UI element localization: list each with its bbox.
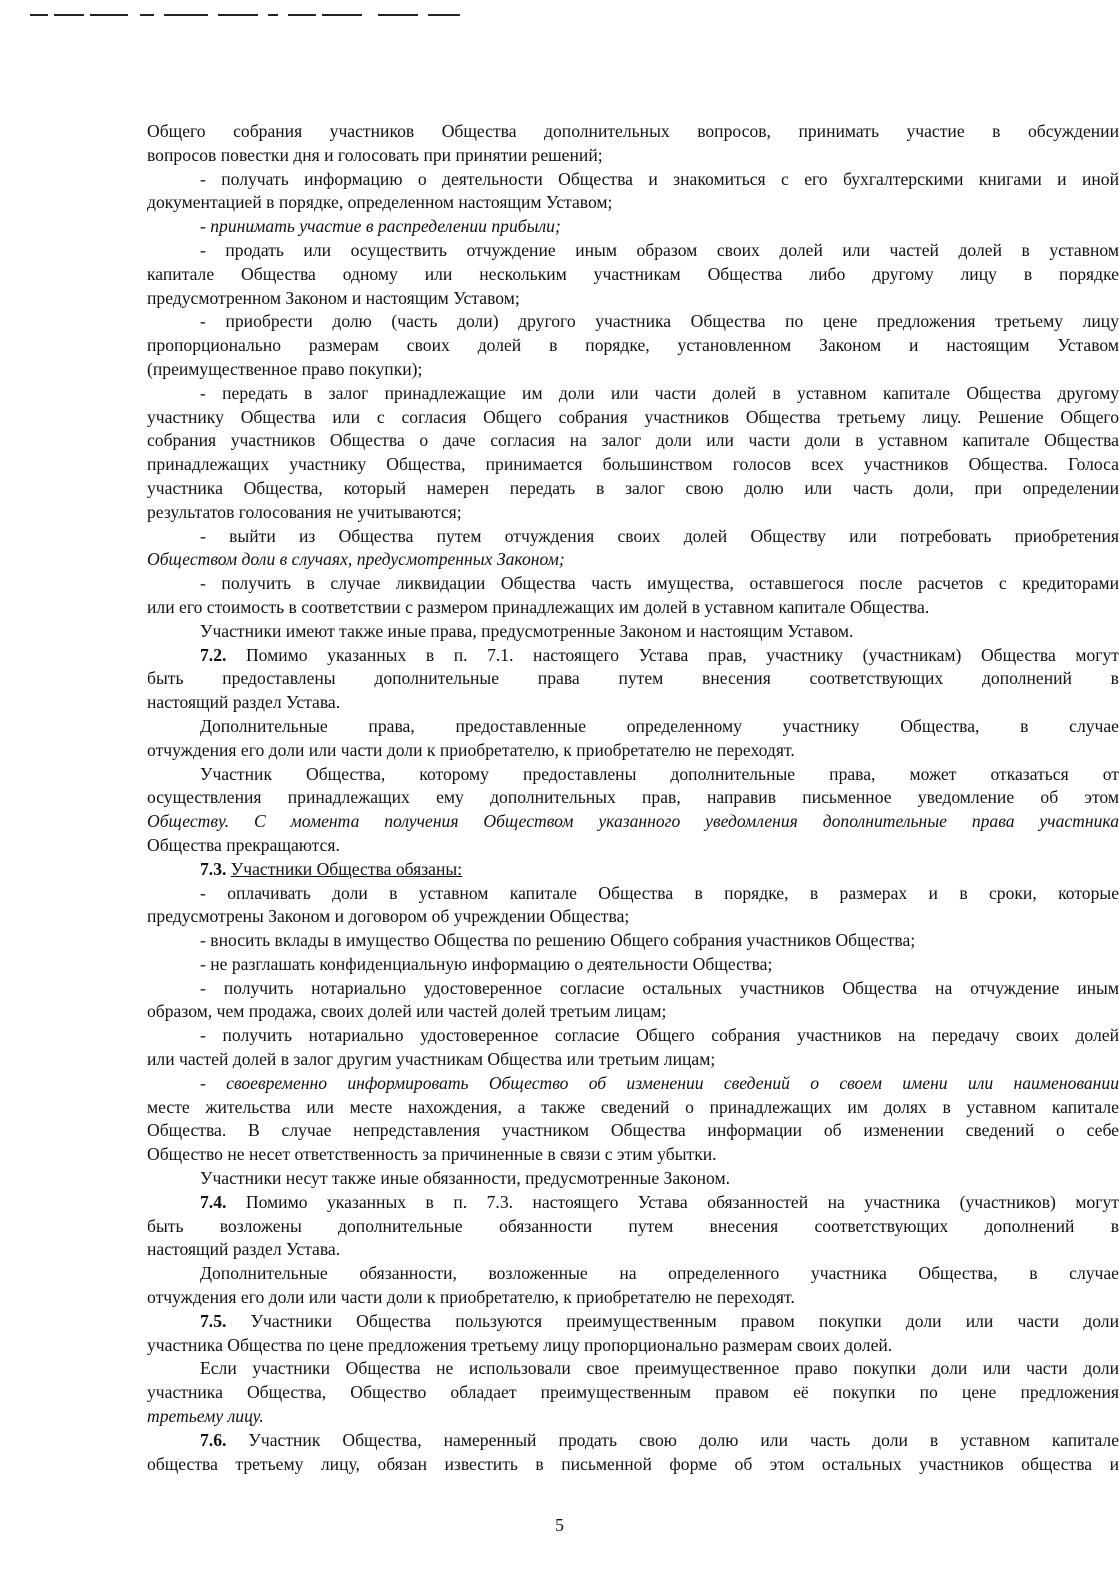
- text-line: - получать информацию о деятельности Общества и знакомиться с его бухгалтерскими книгами и иной: [200, 168, 1119, 189]
- text-line: Общество не несет ответственность за причиненные в связи с этим убытки.: [147, 1144, 717, 1165]
- text-line: Участник Общества, которому предоставлены дополнительные права, может отказаться от: [200, 763, 1119, 784]
- text-line: документацией в порядке, определенном настоящим Уставом;: [147, 192, 613, 213]
- text-line: Общего собрания участников Общества дополнительных вопросов, принимать участие в обсуждении: [147, 121, 1119, 141]
- text-line: месте жительства или месте нахождения, а также сведений о принадлежащих им долях в уставном капитале: [147, 1096, 1119, 1117]
- text-line: - получить нотариально удостоверенное согласие остальных участников Общества на отчуждение иным: [200, 977, 1119, 998]
- text-line: осуществления принадлежащих ему дополнительных прав, направив письменное уведомление об этом: [147, 787, 1119, 808]
- text-line: 7.4. Помимо указанных в п. 7.3. настоящего Устава обязанностей на участника (участников) могут: [200, 1191, 1119, 1212]
- text-line: Общества. В случае непредставления участником Общества информации об изменении сведений о себе: [147, 1120, 1119, 1141]
- clause-number: 7.5.: [200, 1310, 227, 1331]
- text-line: настоящий раздел Устава.: [147, 1239, 341, 1260]
- text-line: третьему лицу.: [147, 1406, 264, 1427]
- text-line: участнику Общества или с согласия Общего собрания участников Общества третьему лицу. Решение Общего: [147, 406, 1119, 427]
- text-line: общества третьему лицу, обязан известить в письменной форме об этом остальных участников общества и: [147, 1453, 1119, 1474]
- text-line: (преимущественное право покупки);: [147, 358, 423, 379]
- text-line: Дополнительные права, предоставленные определенному участнику Общества, в случае: [200, 715, 1119, 736]
- text-line: Общества прекращаются.: [147, 834, 340, 855]
- text-line: пропорционально размерам своих долей в порядке, установленном Законом и настоящим Уставом: [147, 335, 1119, 356]
- text-line: [147, 858, 1119, 882]
- text-line: - выйти из Общества путем отчуждения своих долей Обществу или потребовать приобретения: [200, 525, 1119, 546]
- clause-number: 7.4.: [200, 1191, 227, 1212]
- text-line: Участники несут также иные обязанности, предусмотренные Законом.: [200, 1168, 731, 1189]
- page-number: 5: [555, 1515, 564, 1535]
- text-line: результатов голосования не учитываются;: [147, 501, 462, 522]
- text-line: 7.5. Участники Общества пользуются преимущественным правом покупки доли или части доли: [200, 1310, 1119, 1331]
- text-line: Если участники Общества не использовали свое преимущественное право покупки доли или части доли: [200, 1358, 1119, 1379]
- scan-artifact: [30, 14, 460, 18]
- clause-number: 7.6.: [200, 1429, 227, 1450]
- text-line: быть предоставлены дополнительные права путем внесения соответствующих дополнений в: [147, 668, 1119, 689]
- text-line: вопросов повестки дня и голосовать при принятии решений;: [147, 144, 603, 165]
- text-line: предусмотрены Законом и договором об учреждении Общества;: [147, 906, 630, 927]
- clause-number: 7.2.: [200, 644, 227, 665]
- text-line: собрания участников Общества о даче согласия на залог доли или части доли в уставном капитале Общества: [147, 430, 1119, 451]
- text-line: или частей долей в залог другим участникам Общества или третьим лицам;: [147, 1049, 716, 1070]
- text-line: отчуждения его доли или части доли к приобретателю, к приобретателю не переходят.: [147, 1287, 795, 1308]
- text-line: - принимать участие в распределении прибыли;: [200, 216, 561, 237]
- text-line: - приобрести долю (часть доли) другого участника Общества по цене предложения третьему лицу: [200, 311, 1119, 332]
- text-line: образом, чем продажа, своих долей или частей долей третьим лицам;: [147, 1001, 667, 1022]
- text-line: - не разглашать конфиденциальную информацию о деятельности Общества;: [200, 953, 773, 974]
- text-line: участника Общества, Общество обладает преимущественным правом её покупки по цене предложения: [147, 1382, 1119, 1403]
- clause-number: 7.3.: [200, 858, 227, 879]
- text-line: Обществом доли в случаях, предусмотренных Законом;: [147, 549, 565, 570]
- text-line: предусмотренном Законом и настоящим Уставом;: [147, 287, 520, 308]
- text-line: или его стоимость в соответствии с размером принадлежащих им долей в уставном капитале Общества.: [147, 596, 930, 617]
- text-line: - передать в залог принадлежащие им доли или части долей в уставном капитале Общества другому: [200, 382, 1119, 403]
- text-line: капитале Общества одному или нескольким участникам Общества либо другому лицу в порядке: [147, 263, 1119, 284]
- text-line: принадлежащих участнику Общества, принимается большинством голосов всех участников Общества. Голоса: [147, 454, 1119, 475]
- text-line: настоящий раздел Устава.: [147, 692, 341, 713]
- text-line: - оплачивать доли в уставном капитале Общества в порядке, в размерах и в сроки, которые: [200, 882, 1119, 903]
- text-line: 7.2. Помимо указанных в п. 7.1. настоящего Устава прав, участнику (участникам) Общества могут: [200, 644, 1119, 665]
- text-line: - продать или осуществить отчуждение иным образом своих долей или частей долей в уставном: [200, 239, 1119, 260]
- text-line: участника Общества по цене предложения третьему лицу пропорционально размерам своих долей.: [147, 1334, 893, 1355]
- text-line: - вносить вклады в имущество Общества по решению Общего собрания участников Общества;: [200, 930, 916, 951]
- text-line: участника Общества, который намерен передать в залог свою долю или часть доли, при определении: [147, 477, 1119, 498]
- document-body: [147, 120, 1119, 1476]
- text-line: Дополнительные обязанности, возложенные на определенного участника Общества, в случае: [200, 1263, 1119, 1284]
- text-line: быть возложены дополнительные обязанности путем внесения соответствующих дополнений в: [147, 1215, 1119, 1236]
- text-line: 7.6. Участник Общества, намеренный продать свою долю или часть доли в уставном капитале: [200, 1429, 1119, 1450]
- text-line: Обществу. С момента получения Обществом указанного уведомления дополнительные права участника: [147, 811, 1119, 832]
- text-line: - получить в случае ликвидации Общества часть имущества, оставшегося после расчетов с кредиторами: [200, 573, 1119, 594]
- text-line: отчуждения его доли или части доли к приобретателю, к приобретателю не переходят.: [147, 739, 795, 760]
- text-line: - получить нотариально удостоверенное согласие Общего собрания участников на передачу своих долей: [200, 1025, 1119, 1046]
- section-heading: Участники Общества обязаны:: [230, 858, 463, 879]
- text-line: - своевременно информировать Общество об изменении сведений о своем имени или наименовании: [200, 1072, 1119, 1093]
- text-line: Участники имеют также иные права, предусмотренные Законом и настоящим Уставом.: [200, 620, 854, 641]
